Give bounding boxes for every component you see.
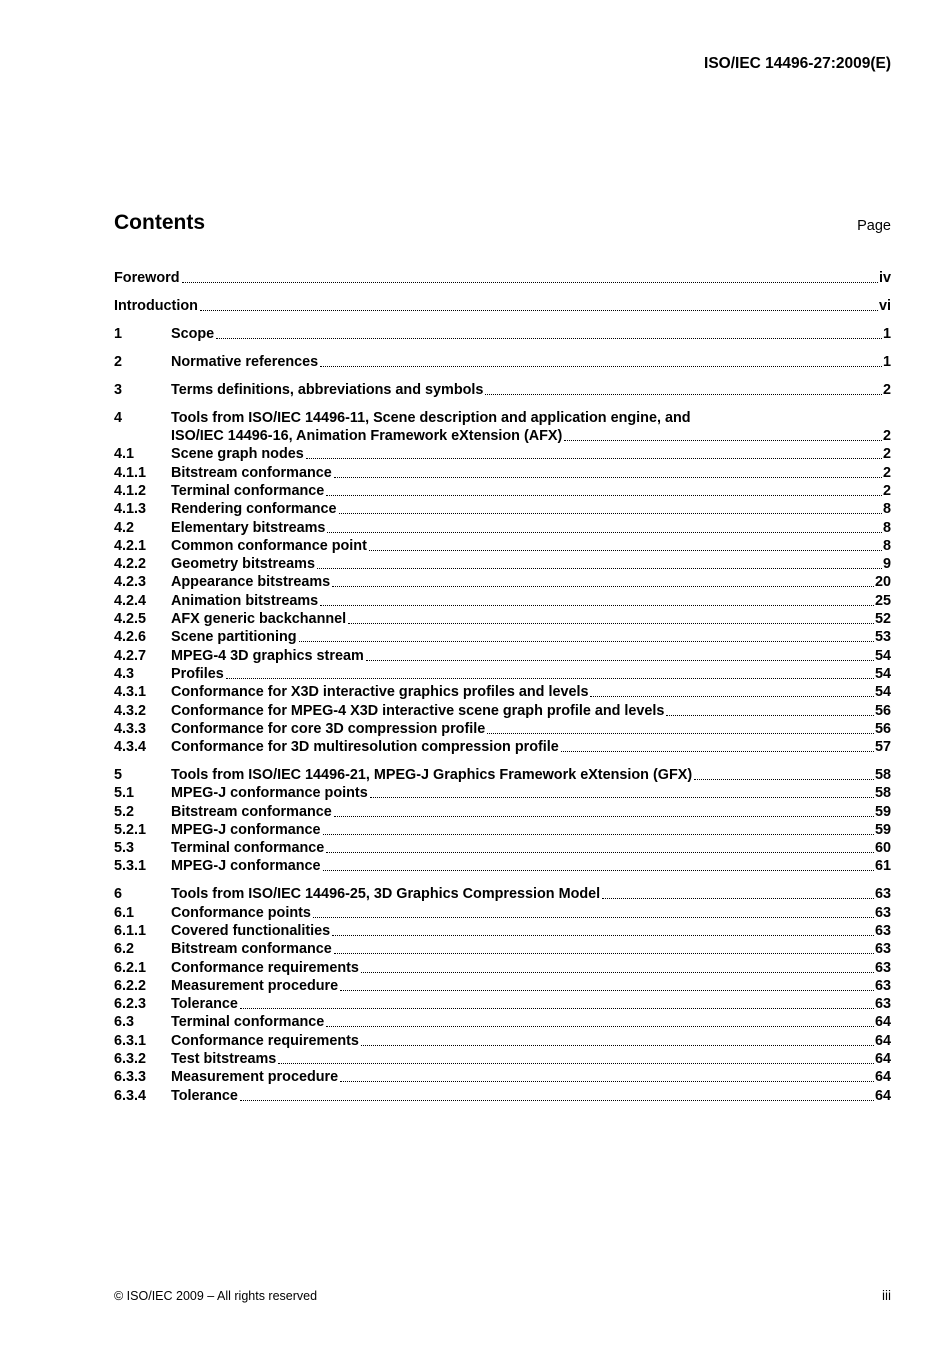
toc-text: MPEG-J conformance — [171, 821, 321, 838]
toc-text: Animation bitstreams — [171, 592, 319, 609]
toc-page-number: 54 — [874, 647, 891, 664]
toc-page-number: 2 — [882, 464, 891, 481]
toc-text: Bitstream conformance — [171, 941, 332, 958]
toc-number: 5.3 — [114, 840, 135, 857]
toc-leader-dots — [340, 1081, 874, 1082]
toc-page-number: 61 — [874, 858, 891, 875]
toc-number: 2 — [114, 353, 123, 370]
toc-number: 4.1 — [114, 446, 135, 463]
toc-page-number: 54 — [874, 665, 891, 682]
toc-leader-dots — [348, 623, 874, 624]
toc-entry[interactable] — [114, 610, 891, 628]
toc-text: Test bitstreams — [171, 1051, 277, 1068]
toc-page-number: 64 — [874, 1087, 891, 1104]
toc-entry[interactable] — [114, 995, 891, 1013]
toc-entry[interactable] — [114, 802, 891, 820]
toc-number: 5 — [114, 766, 123, 783]
toc-text: Appearance bitstreams — [171, 574, 331, 591]
toc-text: Covered functionalities — [171, 922, 331, 939]
toc-leader-dots — [320, 605, 874, 606]
toc-text: AFX generic backchannel — [171, 611, 347, 628]
toc-entry[interactable] — [114, 628, 891, 646]
toc-text: Elementary bitstreams — [171, 519, 326, 536]
toc-leader-dots — [590, 696, 874, 697]
toc-text: Rendering conformance — [171, 501, 337, 518]
toc-page-number: 63 — [874, 904, 891, 921]
toc-text: Tools from ISO/IEC 14496-21, MPEG-J Graphics Framework eXtension (GFX) — [171, 766, 693, 783]
toc-leader-dots — [602, 898, 874, 899]
toc-entry[interactable] — [114, 482, 891, 500]
toc-number: 5.2.1 — [114, 821, 147, 838]
toc-page-number: 53 — [874, 629, 891, 646]
toc-leader-dots — [182, 282, 878, 283]
toc-leader-dots — [361, 972, 874, 973]
toc-entry[interactable] — [114, 738, 891, 756]
toc-number: 6.3.4 — [114, 1087, 147, 1104]
toc-number: 4.2.5 — [114, 611, 147, 628]
toc-page-number: 8 — [882, 537, 891, 554]
toc-entry[interactable] — [114, 665, 891, 683]
toc-page-number: 8 — [882, 519, 891, 536]
toc-number: 4.2.7 — [114, 647, 147, 664]
toc-entry[interactable] — [114, 381, 891, 399]
toc-entry[interactable] — [114, 922, 891, 940]
toc-text: Measurement procedure — [171, 1069, 339, 1086]
toc-entry[interactable] — [114, 1031, 891, 1049]
toc-text: Scene graph nodes — [171, 446, 304, 463]
toc-entry[interactable] — [114, 555, 891, 573]
toc-entry[interactable] — [114, 518, 891, 536]
toc-leader-dots — [317, 568, 882, 569]
toc-entry[interactable] — [114, 821, 891, 839]
toc-leader-dots — [326, 1026, 874, 1027]
toc-leader-dots — [326, 495, 882, 496]
toc-number: 4.3.2 — [114, 702, 147, 719]
toc-text: Tolerance — [171, 996, 238, 1013]
toc-leader-dots — [694, 779, 874, 780]
toc-leader-dots — [370, 797, 874, 798]
toc-entry[interactable] — [114, 297, 891, 315]
toc-number: 4.2 — [114, 519, 135, 536]
toc-page-number: 63 — [874, 959, 891, 976]
toc-entry[interactable] — [114, 408, 891, 426]
toc-leader-dots — [334, 816, 874, 817]
toc-page-number: 9 — [882, 556, 891, 573]
toc-leader-dots — [320, 366, 882, 367]
toc-leader-dots — [339, 513, 882, 514]
toc-leader-dots — [299, 641, 874, 642]
toc-leader-dots — [327, 532, 882, 533]
toc-page-number: 56 — [874, 702, 891, 719]
toc-number: 6 — [114, 886, 123, 903]
toc-number: 4.3.1 — [114, 684, 147, 701]
toc-text: Conformance requirements — [171, 959, 359, 976]
toc-number: 4.2.2 — [114, 556, 147, 573]
toc-entry[interactable] — [114, 977, 891, 995]
toc-page-number: vi — [878, 298, 891, 315]
toc-page-number: 2 — [882, 446, 891, 463]
toc-leader-dots — [564, 440, 882, 441]
toc-leader-dots — [369, 550, 882, 551]
toc-entry[interactable] — [114, 537, 891, 555]
toc-text: Common conformance point — [171, 537, 367, 554]
toc-number: 4.2.3 — [114, 574, 147, 591]
toc-number: 6.1 — [114, 904, 135, 921]
toc-page-number: 64 — [874, 1069, 891, 1086]
toc-entry[interactable] — [114, 958, 891, 976]
toc-text: Introduction — [114, 298, 198, 315]
toc-text: MPEG-4 3D graphics stream — [171, 647, 364, 664]
toc-leader-dots — [226, 678, 874, 679]
toc-leader-dots — [485, 394, 882, 395]
document-id-header: ISO/IEC 14496-27:2009(E) — [704, 55, 891, 72]
toc-entry[interactable] — [114, 1068, 891, 1086]
toc-text: Bitstream conformance — [171, 464, 332, 481]
toc-number: 6.2.2 — [114, 977, 147, 994]
toc-page-number: 58 — [874, 766, 891, 783]
toc-text: Foreword — [114, 270, 180, 287]
toc-entry[interactable] — [114, 784, 891, 802]
toc-entry[interactable] — [114, 325, 891, 343]
page-number: iii — [882, 1288, 891, 1303]
toc-number: 4.2.4 — [114, 592, 147, 609]
toc-text: Geometry bitstreams — [171, 556, 315, 573]
toc-text: Terms definitions, abbreviations and symbols — [171, 381, 484, 398]
toc-entry[interactable] — [114, 940, 891, 958]
toc-leader-dots — [334, 953, 874, 954]
toc-page-number: 60 — [874, 840, 891, 857]
toc-page-number: 64 — [874, 1014, 891, 1031]
toc-entry[interactable] — [114, 269, 891, 287]
toc-number: 6.1.1 — [114, 922, 147, 939]
toc-page-number: 64 — [874, 1032, 891, 1049]
toc-entry[interactable] — [114, 573, 891, 591]
toc-entry[interactable] — [114, 1013, 891, 1031]
toc-leader-dots — [332, 935, 874, 936]
toc-number: 5.2 — [114, 803, 135, 820]
toc-leader-dots — [340, 990, 874, 991]
toc-number: 6.2.3 — [114, 996, 147, 1013]
toc-text: Normative references — [171, 353, 319, 370]
toc-entry[interactable] — [114, 1086, 891, 1104]
toc-leader-dots — [561, 751, 874, 752]
toc-page-number: 63 — [874, 941, 891, 958]
toc-number: 1 — [114, 326, 123, 343]
toc-leader-dots — [306, 458, 882, 459]
toc-text: Conformance for core 3D compression profile — [171, 720, 486, 737]
toc-page-number: iv — [878, 270, 891, 287]
toc-leader-dots — [313, 917, 874, 918]
toc-text: Scene partitioning — [171, 629, 297, 646]
toc-entry[interactable] — [114, 353, 891, 371]
toc-leader-dots — [240, 1008, 874, 1009]
toc-number: 6.2.1 — [114, 959, 147, 976]
toc-number: 6.3 — [114, 1014, 135, 1031]
toc-text: MPEG-J conformance — [171, 858, 321, 875]
toc-leader-dots — [666, 715, 874, 716]
toc-number: 6.3.2 — [114, 1051, 147, 1068]
toc-page-number: 63 — [874, 886, 891, 903]
toc-page-number: 58 — [874, 785, 891, 802]
toc-page-number: 63 — [874, 996, 891, 1013]
toc-leader-dots — [200, 310, 878, 311]
toc-entry[interactable] — [114, 1050, 891, 1068]
toc-leader-dots — [323, 834, 874, 835]
toc-page-number: 1 — [882, 353, 891, 370]
toc-page-number: 2 — [882, 381, 891, 398]
toc-entry[interactable] — [114, 463, 891, 481]
toc-number: 5.1 — [114, 785, 135, 802]
toc-leader-dots — [332, 586, 874, 587]
toc-text: MPEG-J conformance points — [171, 785, 368, 802]
toc-text: ISO/IEC 14496-16, Animation Framework eXtension (AFX) — [171, 428, 563, 445]
toc-text: Scope — [171, 326, 215, 343]
toc-page-number: 25 — [874, 592, 891, 609]
toc-leader-dots — [366, 660, 874, 661]
toc-number: 6.3.3 — [114, 1069, 147, 1086]
toc-text: Profiles — [171, 665, 224, 682]
toc-entry[interactable] — [114, 445, 891, 463]
toc-text: Tolerance — [171, 1087, 238, 1104]
toc-entry[interactable] — [114, 646, 891, 664]
toc-leader-dots — [326, 852, 874, 853]
toc-text: Conformance for MPEG-4 X3D interactive scene graph profile and levels — [171, 702, 665, 719]
toc-page-number: 59 — [874, 821, 891, 838]
toc-entry[interactable] — [114, 500, 891, 518]
toc-number: 6.2 — [114, 941, 135, 958]
toc-number: 4.3.3 — [114, 720, 147, 737]
toc-number: 5.3.1 — [114, 858, 147, 875]
toc-page-number: 54 — [874, 684, 891, 701]
toc-text: Tools from ISO/IEC 14496-11, Scene description and application engine, and — [171, 409, 691, 426]
toc-entry[interactable] — [114, 720, 891, 738]
toc-text: Terminal conformance — [171, 840, 325, 857]
toc-number: 4.2.1 — [114, 537, 147, 554]
toc-entry[interactable] — [114, 683, 891, 701]
toc-leader-dots — [240, 1100, 874, 1101]
toc-entry[interactable] — [114, 839, 891, 857]
toc-leader-dots — [323, 870, 874, 871]
toc-leader-dots — [216, 338, 882, 339]
toc-text: Bitstream conformance — [171, 803, 332, 820]
toc-number: 3 — [114, 381, 123, 398]
toc-text: Terminal conformance — [171, 482, 325, 499]
toc-entry[interactable] — [114, 857, 891, 875]
page-title: Contents — [114, 211, 205, 234]
toc-number: 4.1.3 — [114, 501, 147, 518]
toc-page-number: 57 — [874, 739, 891, 756]
toc-text: Measurement procedure — [171, 977, 339, 994]
contents-title-row — [114, 209, 891, 239]
toc-number: 4.1.2 — [114, 482, 147, 499]
toc-entry[interactable] — [114, 591, 891, 609]
toc-leader-dots — [278, 1063, 874, 1064]
toc-number: 4 — [114, 409, 123, 426]
toc-page-number: 64 — [874, 1051, 891, 1068]
toc-entry[interactable] — [114, 885, 891, 903]
toc-page-number: 2 — [882, 482, 891, 499]
toc-number: 4.2.6 — [114, 629, 147, 646]
toc-page-number: 20 — [874, 574, 891, 591]
toc-text: Terminal conformance — [171, 1014, 325, 1031]
table-of-contents — [114, 269, 891, 1105]
toc-page-number: 56 — [874, 720, 891, 737]
toc-text: Tools from ISO/IEC 14496-25, 3D Graphics Compression Model — [171, 886, 601, 903]
toc-page-number: 52 — [874, 611, 891, 628]
toc-page-number: 63 — [874, 922, 891, 939]
toc-number: 4.3.4 — [114, 739, 147, 756]
toc-text: Conformance for 3D multiresolution compression profile — [171, 739, 559, 756]
toc-leader-dots — [487, 733, 874, 734]
toc-page-number: 2 — [882, 428, 891, 445]
toc-leader-dots — [334, 477, 882, 478]
toc-entry[interactable] — [114, 903, 891, 921]
toc-page-number: 63 — [874, 977, 891, 994]
toc-number: 6.3.1 — [114, 1032, 147, 1049]
toc-page-number: 8 — [882, 501, 891, 518]
copyright-footer: © ISO/IEC 2009 – All rights reserved — [114, 1289, 318, 1303]
toc-text: Conformance requirements — [171, 1032, 359, 1049]
toc-leader-dots — [361, 1045, 874, 1046]
toc-text: Conformance points — [171, 904, 311, 921]
toc-entry[interactable] — [114, 766, 891, 784]
toc-number: 4.1.1 — [114, 464, 147, 481]
toc-text: Conformance for X3D interactive graphics profiles and levels — [171, 684, 589, 701]
page-column-label: Page — [857, 218, 891, 234]
toc-number: 4.3 — [114, 665, 135, 682]
toc-entry-continuation[interactable] — [114, 427, 891, 445]
toc-page-number: 59 — [874, 803, 891, 820]
toc-page-number: 1 — [882, 326, 891, 343]
toc-entry[interactable] — [114, 701, 891, 719]
